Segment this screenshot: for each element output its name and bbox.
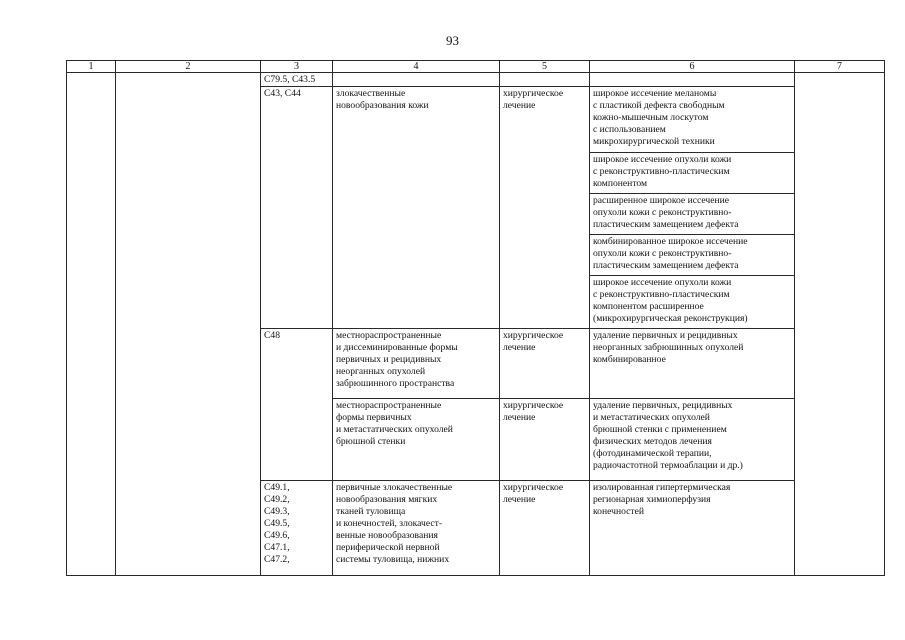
method-cell: удаление первичных, рецидивных и метастатических опухолей брюшной стенки с применением физических методов лечения (фотодинамической терапии, радиочастотной термоаблации и др.) bbox=[590, 399, 795, 481]
treatment-cell: хирургическое лечение bbox=[500, 399, 590, 481]
header-col-5: 5 bbox=[500, 61, 590, 73]
header-col-6: 6 bbox=[590, 61, 795, 73]
col-2-cell bbox=[116, 73, 261, 576]
header-col-3: 3 bbox=[261, 61, 333, 73]
page-number: 93 bbox=[446, 33, 459, 48]
treatment-cell: хирургическое лечение bbox=[500, 87, 590, 329]
icd-codes-cell: C43, C44 bbox=[261, 87, 333, 329]
method-cell: изолированная гипертермическая регионарная химиоперфузия конечностей bbox=[590, 481, 795, 576]
icd-codes-cell: C49.1, C49.2, C49.3, C49.5, C49.6, C47.1, C47.2, bbox=[261, 481, 333, 576]
method-cell: расширенное широкое иссечение опухоли кожи с реконструктивно- пластическим замещением дефекта bbox=[590, 194, 795, 235]
condition-cell: первичные злокачественные новообразования мягких тканей туловища и конечностей, злокачест- венные новообразования периферической нервной системы туловища, нижних bbox=[333, 481, 500, 576]
table-row bbox=[67, 73, 885, 87]
method-cell: широкое иссечение меланомы с пластикой дефекта свободным кожно-мышечным лоскутом с использованием микрохирургической техники bbox=[590, 87, 795, 153]
treatment-cell: хирургическое лечение bbox=[500, 329, 590, 399]
header-col-4: 4 bbox=[333, 61, 500, 73]
medical-services-table bbox=[66, 60, 885, 576]
treatment-cell: хирургическое лечение bbox=[500, 481, 590, 576]
header-row bbox=[67, 61, 885, 73]
header-col-1: 1 bbox=[67, 61, 116, 73]
method-cell: комбинированное широкое иссечение опухоли кожи с реконструктивно- пластическим замещением дефекта bbox=[590, 235, 795, 276]
condition-cell: злокачественные новообразования кожи bbox=[333, 87, 500, 329]
condition-cell bbox=[333, 73, 500, 87]
method-cell: широкое иссечение опухоли кожи с реконструктивно-пластическим компонентом расширенное (микрохирургическая реконструкция) bbox=[590, 276, 795, 329]
condition-cell: местнораспространенные формы первичных и метастатических опухолей брюшной стенки bbox=[333, 399, 500, 481]
header-col-2: 2 bbox=[116, 61, 261, 73]
header-col-7: 7 bbox=[795, 61, 885, 73]
col-1-cell bbox=[67, 73, 116, 576]
icd-codes-cell: C48 bbox=[261, 329, 333, 481]
method-cell: широкое иссечение опухоли кожи с реконструктивно-пластическим компонентом bbox=[590, 153, 795, 194]
method-cell bbox=[590, 73, 795, 87]
icd-codes-cell: C79.5, C43.5 bbox=[261, 73, 333, 87]
condition-cell: местнораспространенные и диссеминированные формы первичных и рецидивных неорганных опухолей забрюшинного пространства bbox=[333, 329, 500, 399]
method-cell: удаление первичных и рецидивных неорганных забрюшинных опухолей комбинированное bbox=[590, 329, 795, 399]
treatment-cell bbox=[500, 73, 590, 87]
col-7-cell bbox=[795, 73, 885, 576]
